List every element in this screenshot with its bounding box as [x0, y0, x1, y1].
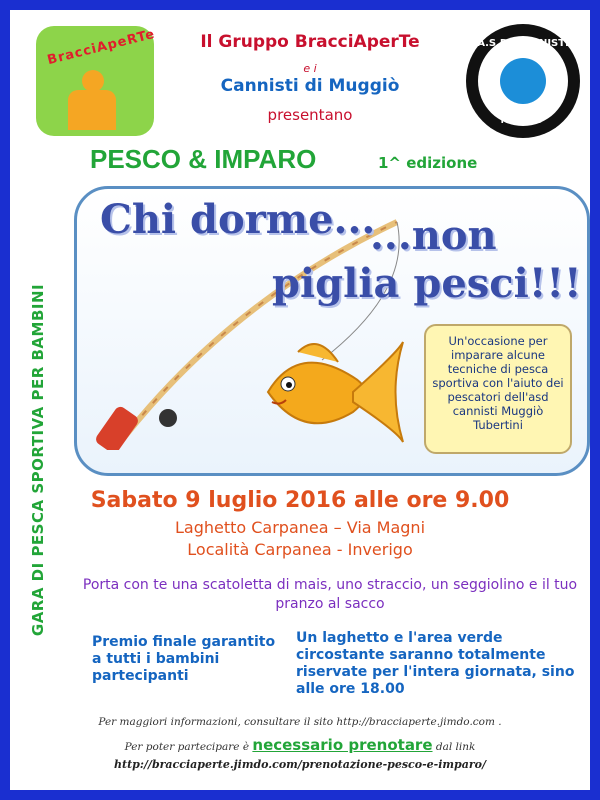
slogan-line-1: Chi dorme...	[100, 196, 376, 243]
presents-label: presentano	[267, 106, 353, 124]
organizer-cannisti: Cannisti di Muggiò	[220, 76, 400, 96]
lake-note: Un laghetto e l'area verde circostante saranno totalmente riservate per l'intera giornata, sino alle ore 18.00	[296, 630, 575, 697]
logo-ring	[478, 36, 568, 126]
goldfish-icon	[258, 332, 408, 452]
organizer-conjunction: e i	[303, 62, 317, 75]
event-location-2: Località Carpanea - Inverigo	[187, 540, 413, 559]
cannisti-logo	[466, 24, 580, 138]
reservation-post: dal link	[435, 741, 476, 753]
side-label	[18, 210, 58, 710]
edition-label: 1^ edizione	[378, 154, 478, 172]
event-title: PESCO & IMPARO	[90, 144, 317, 174]
bracciaperte-logo	[36, 26, 157, 136]
logo-top-text: A.S.D. CANNISTI	[477, 38, 569, 49]
slogan-line-2a: ...non	[370, 212, 497, 259]
logo-bottom-text: MUGGIO'	[500, 116, 546, 126]
reservation-emphasis: necessario prenotare	[252, 736, 433, 754]
what-to-bring: Porta con te una scatoletta di mais, uno straccio, un seggiolino e il tuo pranzo al sacco	[82, 577, 578, 612]
organizer-group: Il Gruppo BracciAperTe	[200, 32, 420, 52]
prize-note: Premio finale garantito a tutti i bambini partecipanti	[92, 634, 276, 684]
flyer	[10, 10, 590, 790]
more-info: Per maggiori informazioni, consultare il sito http://bracciaperte.jimdo.com .	[98, 716, 502, 728]
event-location-1: Laghetto Carpanea – Via Magni	[174, 518, 426, 537]
logo-text: BracciApeRTe	[45, 26, 157, 69]
side-label-text: GARA DI PESCA SPORTIVA PER BAMBINI	[29, 283, 47, 637]
fish-emblem-icon	[500, 58, 546, 104]
reservation-pre: Per poter partecipare è	[124, 741, 250, 753]
slogan-line-2b: piglia pesci!!!	[272, 260, 582, 307]
logo-figure-head	[82, 70, 104, 92]
reservation-link[interactable]: http://bracciaperte.jimdo.com/prenotazione-pesco-e-imparo/	[114, 758, 486, 771]
event-date: Sabato 9 luglio 2016 alle ore 9.00	[90, 488, 510, 513]
reservation-note	[10, 736, 590, 754]
info-callout: Un'occasione per imparare alcune tecniche di pesca sportiva con l'aiuto dei pescatori dell'asd cannisti Muggiò Tubertini	[424, 324, 572, 454]
logo-figure-body	[68, 90, 116, 130]
